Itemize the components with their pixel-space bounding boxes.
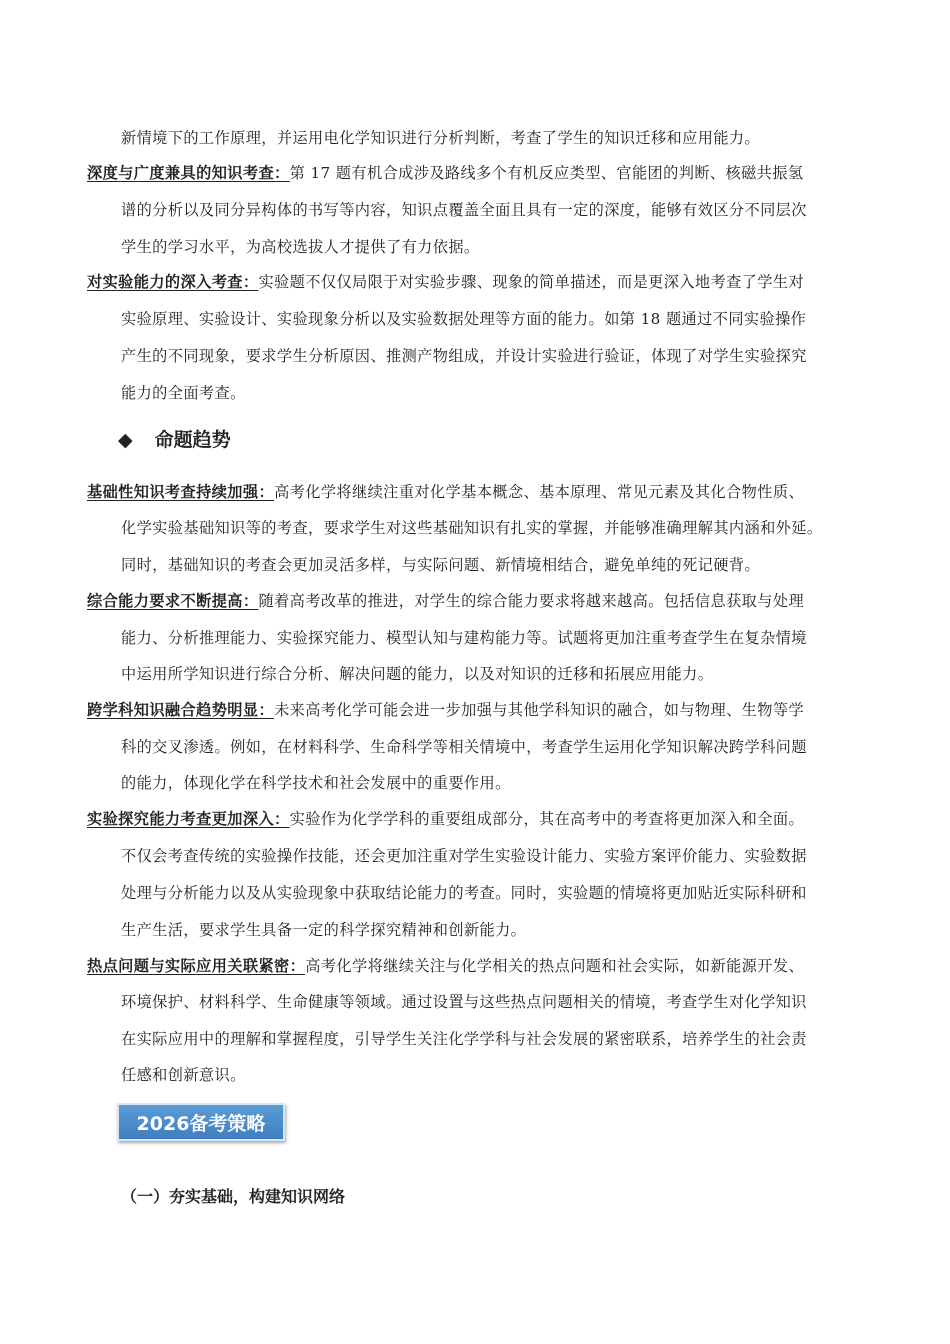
inquiry-line-1: 实验作为化学学科的重要组成部分，其在高考中的考查将更加深入和全面。 [289,810,805,828]
section-1-title: （一）夯实基础，构建知识网络 [121,1187,346,1206]
experiment-label: 对实验能力的深入考查： [87,273,259,291]
basic-line-1: 高考化学将继续注重对化学基本概念、基本原理、常见元素及其化合物性质、 [274,483,805,501]
diamond-bullet-icon: ◆ [118,429,133,451]
section-heading-trends [118,427,231,453]
cross-line-2: 科的交叉渗透。例如，在材料科学、生命科学等相关情境中，考查学生运用化学知识解决跨学科问题 [121,738,807,756]
cross-label: 跨学科知识融合趋势明显： [87,701,275,719]
hot-line-2: 环境保护、材料科学、生命健康等领域。通过设置与这些热点问题相关的情境，考查学生对化学知识 [121,993,807,1011]
depth-label: 深度与广度兼具的知识考查： [87,164,290,182]
ability-line-2: 能力、分析推理能力、实验探究能力、模型认知与建构能力等。试题将更加注重考查学生在复杂情境 [121,629,807,647]
strategy-banner: 2026备考策略 [117,1103,285,1141]
inquiry-label: 实验探究能力考查更加深入： [87,810,290,828]
hot-line-1: 高考化学将继续关注与化学相关的热点问题和社会实际，如新能源开发、 [305,957,805,975]
depth-line-2: 谱的分析以及同分异构体的书写等内容，知识点覆盖全面且具有一定的深度，能够有效区分不同层次 [121,201,807,219]
basic-paragraph [87,482,804,502]
inquiry-paragraph [87,809,804,829]
experiment-line-1: 实验题不仅仅局限于对实验步骤、现象的简单描述，而是更深入地考查了学生对 [258,273,805,291]
basic-line-3: 同时，基础知识的考查会更加灵活多样，与实际问题、新情境相结合，避免单纯的死记硬背。 [121,556,761,574]
inquiry-line-4: 生产生活，要求学生具备一定的科学探究精神和创新能力。 [121,921,527,939]
experiment-line-3: 产生的不同现象，要求学生分析原因、推测产物组成，并设计实验进行验证，体现了对学生实验探究 [121,347,807,365]
depth-line-1: 第 17 题有机合成涉及路线多个有机反应类型、官能团的判断、核磁共振氢 [289,164,804,182]
cross-paragraph [87,700,804,720]
experiment-paragraph [87,272,804,292]
depth-paragraph [87,163,803,183]
basic-label: 基础性知识考查持续加强： [87,483,275,501]
ability-line-3: 中运用所学知识进行综合分析、解决问题的能力，以及对知识的迁移和拓展应用能力。 [121,665,714,683]
hot-paragraph [87,956,804,976]
inquiry-line-2: 不仅会考查传统的实验操作技能，还会更加注重对学生实验设计能力、实验方案评价能力、实验数据 [121,847,807,865]
experiment-line-4: 能力的全面考查。 [121,384,246,402]
inquiry-line-3: 处理与分析能力以及从实验现象中获取结论能力的考查。同时，实验题的情境将更加贴近实际科研和 [121,884,807,902]
ability-paragraph [87,591,804,611]
basic-line-2: 化学实验基础知识等的考查，要求学生对这些基础知识有扎实的掌握，并能够准确理解其内涵和外延。 [121,519,823,537]
hot-line-3: 在实际应用中的理解和掌握程度，引导学生关注化学学科与社会发展的紧密联系，培养学生的社会责 [121,1030,807,1048]
heading-text: 命题趋势 [154,429,231,451]
depth-line-3: 学生的学习水平，为高校选拔人才提供了有力依据。 [121,238,480,256]
ability-line-1: 随着高考改革的推进，对学生的综合能力要求将越来越高。包括信息获取与处理 [258,592,805,610]
hot-line-4: 任感和创新意识。 [121,1066,246,1084]
experiment-line-2: 实验原理、实验设计、实验现象分析以及实验数据处理等方面的能力。如第 18 题通过不同实验操作 [121,310,807,328]
ability-label: 综合能力要求不断提高： [87,592,259,610]
cross-line-3: 的能力，体现化学在科学技术和社会发展中的重要作用。 [121,774,511,792]
hot-label: 热点问题与实际应用关联紧密： [87,957,306,975]
intro-line-1: 新情境下的工作原理，并运用电化学知识进行分析判断，考查了学生的知识迁移和应用能力。 [121,129,761,147]
cross-line-1: 未来高考化学可能会进一步加强与其他学科知识的融合，如与物理、生物等学 [274,701,805,719]
